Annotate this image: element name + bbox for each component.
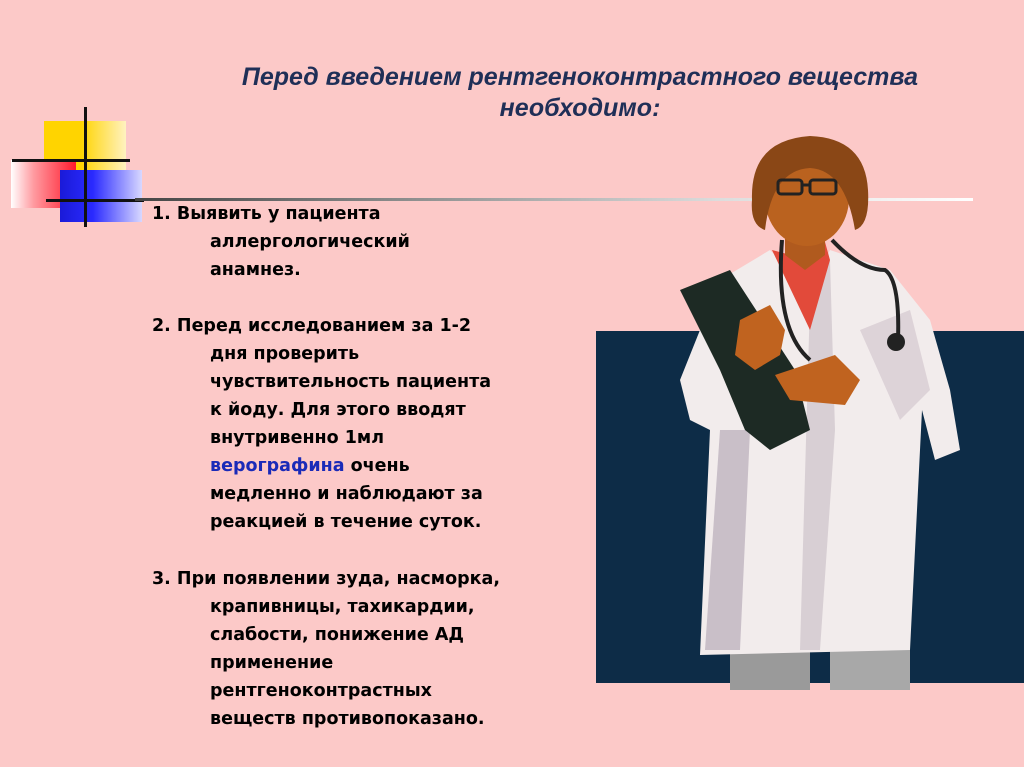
title-line-2: необходимо:	[499, 94, 661, 122]
item2-line-3: чувствительность пациента	[210, 372, 492, 392]
slide-title	[170, 62, 990, 124]
decor-horizontal-line-lower	[46, 199, 144, 202]
item2-line-8: реакцией в течение суток.	[210, 512, 482, 532]
decor-blue-square	[60, 170, 142, 222]
item1-line-3: анамнез.	[210, 260, 301, 280]
decor-horizontal-line	[12, 159, 130, 162]
item2-line-5: внутривенно 1мл	[210, 428, 385, 448]
item2-line-1: 2. Перед исследованием за 1-2	[152, 316, 472, 336]
decor-vertical-line	[84, 107, 87, 227]
item2-line-6	[152, 452, 592, 480]
title-line-1: Перед введением рентгеноконтрастного вещества	[241, 63, 919, 91]
list-item-1	[152, 200, 592, 284]
item1-line-1: 1. Выявить у пациента	[152, 204, 381, 224]
item2-line-7: медленно и наблюдают за	[210, 484, 483, 504]
list-item-3	[152, 565, 592, 733]
drug-name-highlight: верографина	[210, 456, 345, 476]
content-list	[152, 200, 592, 733]
list-item-2	[152, 312, 592, 536]
item2-line-6-rest: очень	[344, 456, 410, 476]
item1-line-2: аллергологический	[210, 232, 410, 252]
item3-line-1: 3. При появлении зуда, насморка,	[152, 569, 500, 589]
item3-line-3: слабости, понижение АД	[210, 625, 464, 645]
item3-line-4: применение	[210, 653, 334, 673]
item2-line-4: к йоду. Для этого вводят	[210, 400, 466, 420]
item3-line-6: веществ противопоказано.	[210, 709, 485, 729]
doctor-illustration	[660, 130, 980, 690]
item2-line-2: дня проверить	[210, 344, 360, 364]
item3-line-5: рентгеноконтрастных	[210, 681, 432, 701]
item3-line-2: крапивницы, тахикардии,	[210, 597, 475, 617]
